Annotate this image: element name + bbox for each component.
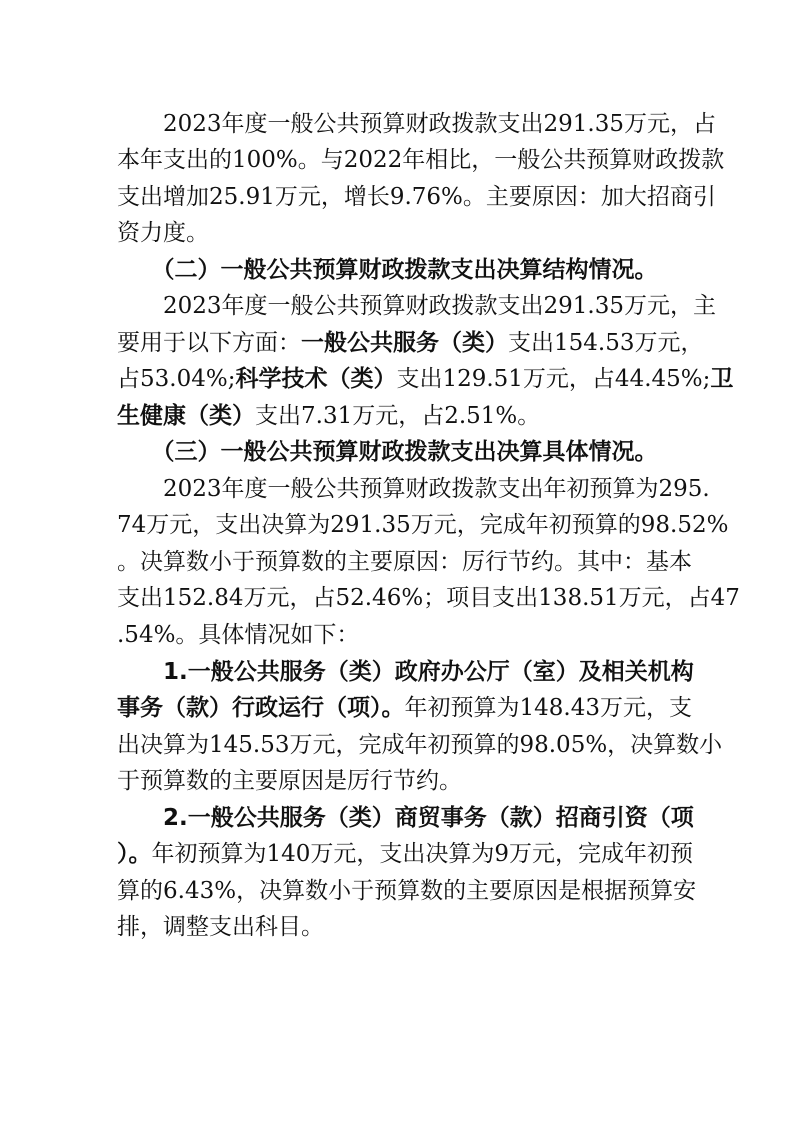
text-line: 支出152.84万元，占52.46%；项目支出138.51万元，占47 [117, 585, 740, 611]
text-line: 本年支出的100%。与2022年相比，一般公共预算财政拨款 [117, 147, 725, 173]
text-line: 要用于以下方面：一般公共服务（类）支出154.53万元， [117, 330, 704, 356]
text-line: 74万元，支出决算为291.35万元，完成年初预算的98.52% [117, 512, 729, 538]
text-line: .54%。具体情况如下： [117, 622, 360, 648]
text-line: 出决算为145.53万元，完成年初预算的98.05%，决算数小 [117, 732, 723, 758]
text-line: 支出增加25.91万元，增长9.76%。主要原因：加大招商引 [117, 184, 716, 210]
item-heading: 2.一般公共服务（类）商贸事务（款）招商引资（项 [117, 805, 694, 831]
text-line: 事务（款）行政运行（项）。年初预算为148.43万元，支 [117, 695, 692, 721]
text-line: 排，调整支出科目。 [117, 914, 324, 940]
text-line: 2023年度一般公共预算财政拨款支出291.35万元，主 [117, 293, 717, 319]
text-line: 算的6.43%，决算数小于预算数的主要原因是根据预算安 [117, 878, 697, 904]
text-line: 2023年度一般公共预算财政拨款支出年初预算为295. [117, 476, 710, 502]
section-heading: （二）一般公共预算财政拨款支出决算结构情况。 [117, 257, 658, 283]
text-line: 生健康（类）支出7.31万元，占2.51%。 [117, 403, 541, 429]
text-line: ）。年初预算为140万元，支出决算为9万元，完成年初预 [117, 841, 694, 867]
text-line: 资力度。 [117, 220, 209, 246]
section-heading: （三）一般公共预算财政拨款支出决算具体情况。 [117, 439, 658, 465]
item-heading: 1.一般公共服务（类）政府办公厅（室）及相关机构 [117, 659, 694, 685]
text-line: 占53.04%;科学技术（类）支出129.51万元，占44.45%;卫 [117, 366, 734, 392]
text-line: 于预算数的主要原因是厉行节约。 [117, 768, 462, 794]
text-line: 。决算数小于预算数的主要原因：厉行节约。其中：基本 [117, 549, 692, 575]
text-line: 2023年度一般公共预算财政拨款支出291.35万元，占 [117, 111, 717, 137]
